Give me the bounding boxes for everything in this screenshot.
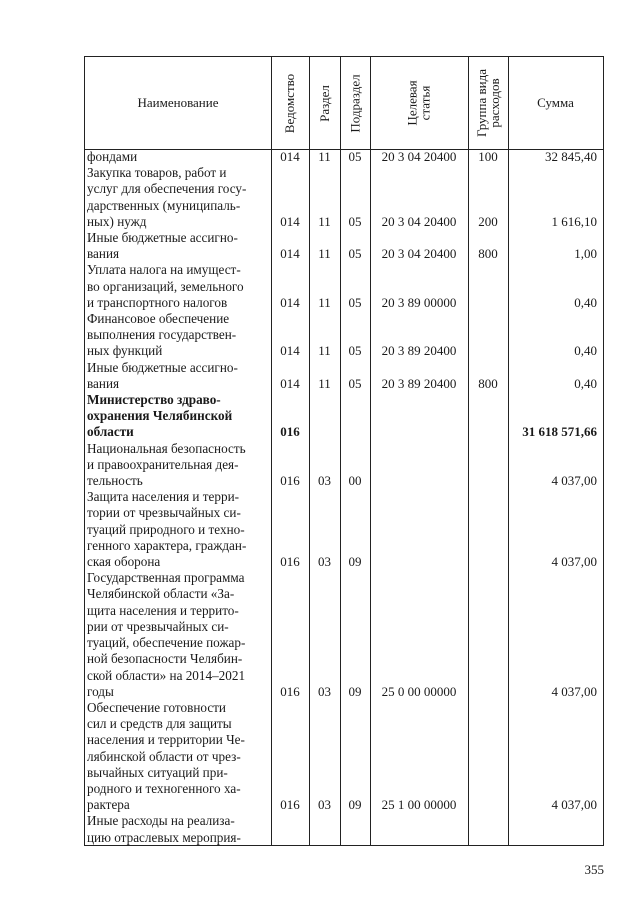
- podrazdel-cell: 05: [348, 343, 362, 359]
- vedomstvo-cell: 014: [280, 343, 300, 359]
- name-line: дарственных (муниципаль-: [87, 197, 241, 213]
- vedomstvo-cell: 016: [280, 683, 300, 699]
- gruppa-cell: 800: [478, 246, 498, 262]
- header-gruppa-line2: расходов: [487, 78, 503, 128]
- name-line: охранения Челябинской: [87, 408, 233, 424]
- name-line: тории от чрезвычайных си-: [87, 505, 241, 521]
- name-line: цию отраслевых мероприя-: [87, 829, 241, 845]
- header-summa: [508, 57, 603, 149]
- header-name-label: Наименование: [137, 95, 219, 110]
- name-line: области: [87, 424, 134, 440]
- header-podrazdel: [340, 57, 370, 149]
- name-line: Финансовое обеспечение: [87, 311, 230, 327]
- vedomstvo-cell: 014: [280, 294, 300, 310]
- summa-cell: 4 037,00: [551, 683, 597, 699]
- name-line: ской области» на 2014–2021: [87, 667, 246, 683]
- summa-cell: 4 037,00: [551, 473, 597, 488]
- name-line: и транспортного налогов: [87, 294, 228, 310]
- header-celevaya-line2: статья: [417, 85, 433, 121]
- podrazdel-cell: 05: [348, 149, 362, 164]
- name-line: фондами: [87, 149, 138, 164]
- razdel-cell: 11: [318, 246, 331, 262]
- name-line: щита населения и террито-: [87, 602, 239, 618]
- podrazdel-cell: 05: [348, 246, 362, 262]
- name-line: Государственная программа: [87, 570, 245, 586]
- summa-cell: 0,40: [574, 294, 597, 310]
- name-line: Иные бюджетные ассигно-: [87, 359, 238, 375]
- summa-cell: 31 618 571,66: [522, 424, 597, 440]
- summa-cell: 0,40: [574, 375, 597, 391]
- celevaya-statya-cell: 25 1 00 00000: [381, 797, 457, 812]
- column-divider: [309, 57, 310, 845]
- razdel-cell: 03: [318, 797, 331, 812]
- name-line: Защита населения и терри-: [87, 489, 240, 505]
- summa-cell: 32 845,40: [545, 149, 597, 164]
- name-line: и правоохранительная дея-: [87, 456, 239, 472]
- name-line: туаций, обеспечение пожар-: [87, 635, 246, 651]
- name-line: услуг для обеспечения госу-: [87, 181, 247, 197]
- name-line: генного характера, граждан-: [87, 537, 247, 553]
- name-line: Челябинской области «За-: [87, 586, 235, 602]
- name-column: [87, 149, 271, 846]
- column-divider: [468, 57, 469, 845]
- razdel-cell: 03: [318, 554, 331, 569]
- razdel-cell: 11: [318, 294, 331, 310]
- summa-cell: 4 037,00: [551, 797, 597, 812]
- vedomstvo-cell: 016: [280, 424, 300, 440]
- vedomstvo-cell: 014: [280, 213, 300, 229]
- name-line: вания: [87, 375, 120, 391]
- celevaya-statya-cell: 20 3 89 00000: [381, 294, 457, 310]
- celevaya-statya-cell: 20 3 89 20400: [381, 375, 457, 391]
- razdel-cell: 11: [318, 343, 331, 359]
- vedomstvo-cell: 014: [280, 246, 300, 262]
- name-line: лябинской области от чрез-: [87, 748, 241, 764]
- summa-cell: 4 037,00: [551, 554, 597, 569]
- name-line: вания: [87, 246, 120, 262]
- podrazdel-cell: 09: [348, 683, 362, 699]
- header-name: [85, 57, 271, 149]
- vedomstvo-cell: 016: [280, 554, 300, 569]
- header-podrazdel-label: Подраздел: [347, 73, 363, 133]
- table-header: [85, 57, 603, 150]
- summa-cell: 1,00: [574, 246, 597, 262]
- name-line: Министерство здраво-: [87, 392, 221, 408]
- podrazdel-cell: 00: [348, 473, 362, 488]
- vedomstvo-cell: 016: [280, 473, 300, 488]
- name-line: ская оборона: [87, 554, 161, 570]
- razdel-cell: 03: [318, 473, 331, 488]
- header-gruppa: [468, 57, 508, 149]
- name-line: рии от чрезвычайных си-: [87, 618, 229, 634]
- name-line: рактера: [87, 797, 130, 813]
- name-line: Уплата налога на имущест-: [87, 262, 241, 278]
- name-line: родного и техногенного ха-: [87, 780, 241, 796]
- header-gruppa-label: [475, 69, 501, 137]
- name-line: тельность: [87, 473, 143, 489]
- header-gruppa-line1: Группа вида: [474, 69, 490, 137]
- name-line: Иные расходы на реализа-: [87, 813, 235, 829]
- vedomstvo-cell: 016: [280, 797, 300, 812]
- header-celevaya-line1: Целевая: [404, 80, 420, 126]
- name-line: населения и территории Че-: [87, 732, 245, 748]
- vedomstvo-cell: 014: [280, 149, 300, 164]
- summa-cell: 1 616,10: [551, 213, 597, 229]
- header-razdel: [309, 57, 340, 149]
- podrazdel-cell: 09: [348, 797, 362, 812]
- podrazdel-cell: 05: [348, 213, 362, 229]
- name-line: выполнения государствен-: [87, 327, 237, 343]
- header-vedomstvo: [271, 57, 309, 149]
- name-line: ной безопасности Челябин-: [87, 651, 243, 667]
- column-divider: [340, 57, 341, 845]
- razdel-cell: 11: [318, 375, 331, 391]
- razdel-cell: 11: [318, 213, 331, 229]
- header-razdel-label: Раздел: [317, 84, 332, 122]
- razdel-cell: 03: [318, 683, 331, 699]
- name-line: Иные бюджетные ассигно-: [87, 230, 238, 246]
- name-line: туаций природного и техно-: [87, 521, 245, 537]
- name-line: ных функций: [87, 343, 163, 359]
- column-divider: [508, 57, 509, 845]
- name-line: Обеспечение готовности: [87, 699, 226, 715]
- column-divider: [370, 57, 371, 845]
- celevaya-statya-cell: 25 0 00 00000: [381, 683, 457, 699]
- celevaya-statya-cell: 20 3 89 20400: [381, 343, 457, 359]
- name-line: сил и средств для защиты: [87, 716, 232, 732]
- name-line: вычайных ситуаций при-: [87, 764, 228, 780]
- name-line: ных) нужд: [87, 213, 147, 229]
- column-divider: [271, 57, 272, 845]
- gruppa-cell: 800: [478, 375, 498, 391]
- celevaya-statya-cell: 20 3 04 20400: [381, 246, 457, 262]
- summa-cell: 0,40: [574, 343, 597, 359]
- name-line: во организаций, земельного: [87, 278, 244, 294]
- name-line: Закупка товаров, работ и: [87, 165, 227, 181]
- podrazdel-cell: 05: [348, 294, 362, 310]
- razdel-cell: 11: [318, 149, 331, 164]
- name-line: годы: [87, 683, 114, 699]
- podrazdel-cell: 09: [348, 554, 362, 569]
- header-summa-label: Сумма: [537, 95, 574, 110]
- name-line: Национальная безопасность: [87, 440, 246, 456]
- budget-table: [84, 56, 604, 846]
- header-celevaya-statya-label: [406, 80, 432, 125]
- gruppa-cell: 200: [478, 213, 498, 229]
- podrazdel-cell: 05: [348, 375, 362, 391]
- header-celevaya-statya: [370, 57, 468, 149]
- celevaya-statya-cell: 20 3 04 20400: [381, 149, 457, 164]
- vedomstvo-cell: 014: [280, 375, 300, 391]
- celevaya-statya-cell: 20 3 04 20400: [381, 213, 457, 229]
- header-vedomstvo-label: Ведомство: [282, 73, 298, 133]
- page-number: 355: [584, 862, 604, 877]
- gruppa-cell: 100: [478, 149, 498, 164]
